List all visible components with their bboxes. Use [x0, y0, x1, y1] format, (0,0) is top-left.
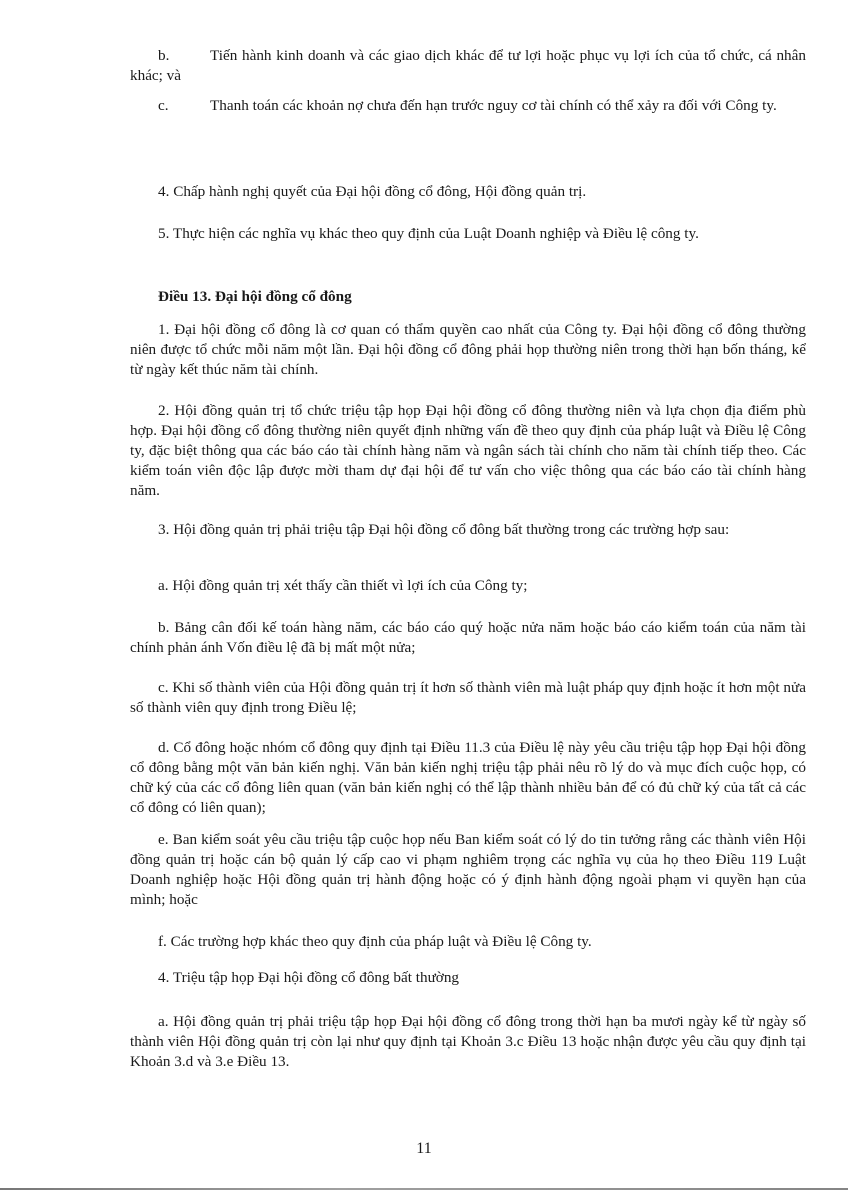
- page-number: 11: [416, 1140, 432, 1157]
- paragraph-c-text: Thanh toán các khoản nợ chưa đến hạn trước nguy cơ tài chính có thể xảy ra đối với Công ty.: [210, 97, 777, 114]
- article-13-clause-3d: d. Cổ đông hoặc nhóm cổ đông quy định tại Điều 11.3 của Điều lệ này yêu cầu triệu tập họp Đại hội đồng cổ đông bằng một văn bản kiến nghị. Văn bản kiến nghị triệu tập phải nêu rõ lý do và mục đích cuộc họp, có chữ ký của các cổ đông liên quan (văn bản kiến nghị có thể lập thành nhiều bản để có đủ chữ ký của tất cả các cổ đông có liên quan);: [130, 739, 806, 816]
- article-13-clause-3a: a. Hội đồng quản trị xét thấy cần thiết vì lợi ích của Công ty;: [158, 577, 528, 594]
- bottom-rule: [0, 1188, 848, 1190]
- article-13-clause-3f: f. Các trường hợp khác theo quy định của pháp luật và Điều lệ Công ty.: [158, 933, 592, 950]
- article-13-clause-3b: b. Bảng cân đối kế toán hàng năm, các báo cáo quý hoặc nửa năm hoặc báo cáo kiểm toán của năm tài chính phản ánh Vốn điều lệ đã bị mất một nửa;: [130, 619, 806, 656]
- paragraph-c: [130, 96, 806, 116]
- list-marker-c: c.: [158, 97, 169, 114]
- article-13-clause-1: 1. Đại hội đồng cổ đông là cơ quan có thẩm quyền cao nhất của Công ty. Đại hội đồng cổ đông thường niên được tổ chức mỗi năm một lần. Đại hội đồng cổ đông phải họp thường niên trong thời hạn bốn tháng, kể từ ngày kết thúc năm tài chính.: [130, 321, 806, 378]
- article-heading: Điều 13. Đại hội đồng cổ đông: [158, 288, 352, 305]
- article-13-clause-2: 2. Hội đồng quản trị tổ chức triệu tập họp Đại hội đồng cổ đông thường niên và lựa chọn địa điểm phù hợp. Đại hội đồng cổ đông thường niên quyết định những vấn đề theo quy định của pháp luật và Điều lệ Công ty, đặc biệt thông qua các báo cáo tài chính hàng năm và ngân sách tài chính cho năm tài chính tiếp theo. Các kiểm toán viên độc lập được mời tham dự đại hội để tư vấn cho việc thông qua các báo cáo tài chính hàng năm.: [130, 402, 806, 499]
- article-13-clause-4: 4. Triệu tập họp Đại hội đồng cổ đông bất thường: [158, 969, 460, 986]
- list-marker-b: b.: [158, 47, 170, 64]
- article-13-clause-4a: a. Hội đồng quản trị phải triệu tập họp Đại hội đồng cổ đông trong thời hạn ba mươi ngày kể từ ngày số thành viên Hội đồng quản trị còn lại như quy định tại Khoản 3.c Điều 13 hoặc nhận được yêu cầu quy định tại Khoản 3.d và 3.e Điều 13.: [130, 1013, 806, 1070]
- paragraph-b: [130, 46, 806, 86]
- item-5: 5. Thực hiện các nghĩa vụ khác theo quy định của Luật Doanh nghiệp và Điều lệ công ty.: [158, 225, 699, 242]
- item-4: 4. Chấp hành nghị quyết của Đại hội đồng cổ đông, Hội đồng quản trị.: [158, 183, 587, 200]
- article-13-clause-3: 3. Hội đồng quản trị phải triệu tập Đại hội đồng cổ đông bất thường trong các trường hợp sau:: [158, 521, 730, 538]
- article-13-clause-3e: e. Ban kiểm soát yêu cầu triệu tập cuộc họp nếu Ban kiểm soát có lý do tin tưởng rằng các thành viên Hội đồng quản trị hoặc cán bộ quản lý cấp cao vi phạm nghiêm trọng các nghĩa vụ của họ theo Điều 119 Luật Doanh nghiệp hoặc Hội đồng quản trị hành động hoặc có ý định hành động ngoài phạm vi quyền hạn của mình; hoặc: [130, 831, 806, 908]
- article-13-clause-3c: c. Khi số thành viên của Hội đồng quản trị ít hơn số thành viên mà luật pháp quy định hoặc ít hơn một nửa số thành viên quy định trong Điều lệ;: [130, 679, 806, 716]
- paragraph-b-text: Tiến hành kinh doanh và các giao dịch khác để tư lợi hoặc phục vụ lợi ích của tổ chức, cá nhân khác; và: [130, 47, 806, 84]
